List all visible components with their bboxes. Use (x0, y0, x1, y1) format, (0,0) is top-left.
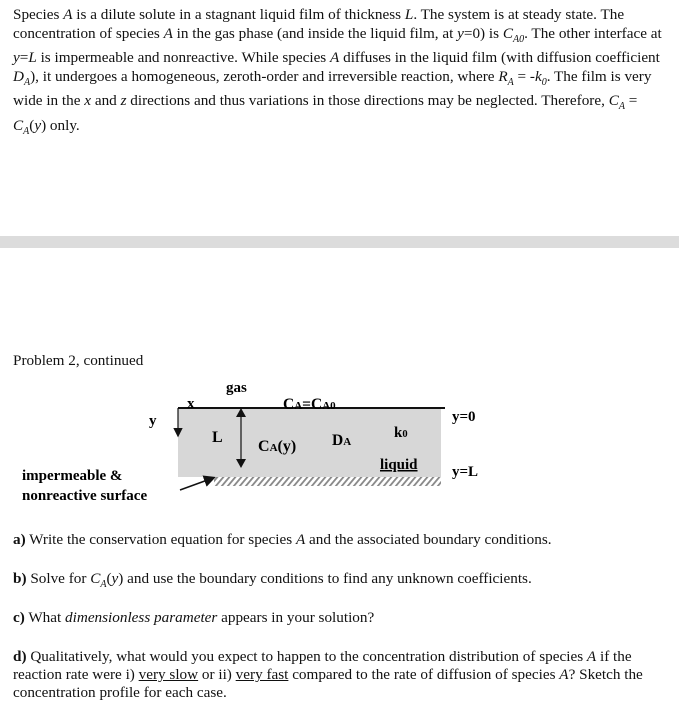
question-c: c) What dimensionless parameter appears in your solution? (13, 609, 375, 626)
x-axis-label: x (187, 396, 195, 412)
concentration-label: CA(y) (258, 438, 297, 455)
question-d: d) Qualitatively, what would you expect to happen to the concentration distribution of species A if the reaction rate were i) very slow or ii) very fast compared to the rate of diffusion of species A? Sketch the concentration profile for each case. (13, 648, 643, 701)
liquid-label: liquid (380, 457, 418, 473)
question-b: b) Solve for $C_A(y)$ and use the boundary conditions to find any unknown coefficients. (13, 570, 532, 591)
surface-pointer-arrow (180, 478, 213, 490)
question-a: a) Write the conservation equation for species A and the associated boundary conditions. (13, 531, 552, 548)
boundary-concentration-label: CA=CA0 (283, 396, 336, 413)
diffusivity-label: DA (332, 432, 352, 449)
impermeable-wall (214, 477, 441, 486)
y0-label: y=0 (452, 409, 476, 425)
film-diagram (0, 370, 679, 520)
rate-constant-label: k0 (394, 425, 408, 441)
yL-label: y=L (452, 464, 479, 480)
problem-statement: Species A is a dilute solute in a stagnant liquid film of thickness L. The system is at steady state. The concentration of species A in the gas phase (and inside the liquid film, at y=0) is $C_{A0}$. The other interface at y=L is impermeable and nonreactive. While species A diffuses in the liquid film (with diffusion coefficient $D_A$), it undergoes a homogeneous, zeroth-order and irreversible reaction, where $R_A = -k_0$. The film is very wide in the x and z directions and thus variations in those directions may be neglected. Therefore, $C_A = C_A(y)$ only. (13, 6, 662, 138)
section-separator (0, 236, 679, 248)
y-axis-label: y (149, 413, 157, 429)
surface-label-line2: nonreactive surface (22, 488, 148, 504)
continued-heading: Problem 2, continued (13, 352, 144, 369)
gas-label: gas (226, 380, 247, 396)
thickness-label: L (212, 429, 223, 446)
surface-label-line1: impermeable & (22, 468, 123, 484)
